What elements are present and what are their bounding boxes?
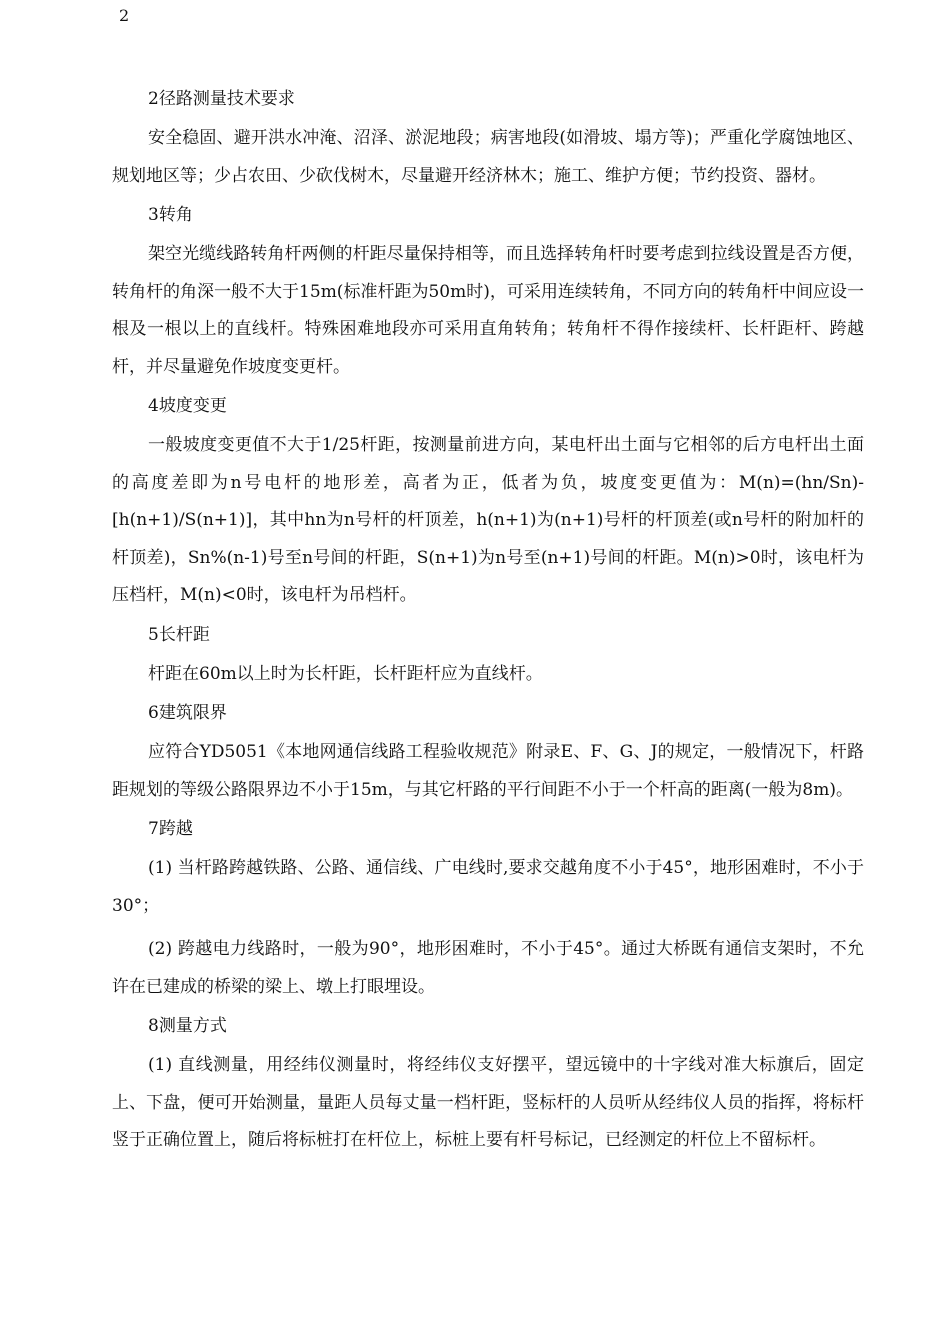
section-heading: 6建筑限界 bbox=[148, 703, 227, 723]
paragraph: 一般坡度变更值不大于1/25杆距，按测量前进方向，某电杆出土面与它相邻的后方电杆出土面的高度差即为n号电杆的地形差，高者为正，低者为负，坡度变更值为：M(n)=(hn/Sn)-[h(n+1)/S(n+1)]，其中hn为n号杆的杆顶差，h(n+1)为(n+1)号杆的杆顶差(或n号杆的附加杆的杆顶差)，Sn%(n-1)号至n号间的杆距，S(n+1)为n号至(n+1)号间的杆距。M(n)>0时，该电杆为压档杆，M(n)<0时，该电杆为吊档杆。 bbox=[112, 435, 864, 605]
section-heading: 4坡度变更 bbox=[148, 396, 227, 416]
section-heading: 3转角 bbox=[148, 205, 193, 225]
section-route-survey bbox=[112, 85, 864, 195]
section-survey-method bbox=[112, 1012, 864, 1160]
section-crossing bbox=[112, 815, 864, 1006]
paragraph: 架空光缆线路转角杆两侧的杆距尽量保持相等，而且选择转角杆时要考虑到拉线设置是否方便，转角杆的角深一般不大于15m(标准杆距为50m时)，可采用连续转角，不同方向的转角杆中间应设一根及一根以上的直线杆。特殊困难地段亦可采用直角转角；转角杆不得作接续杆、长杆距杆、跨越杆，并尽量避免作坡度变更杆。 bbox=[112, 244, 864, 377]
section-heading: 5长杆距 bbox=[148, 624, 210, 645]
section-heading: 7跨越 bbox=[148, 819, 193, 839]
paragraph: 杆距在60m以上时为长杆距，长杆距杆应为直线杆。 bbox=[148, 663, 543, 684]
section-long-span bbox=[112, 621, 864, 694]
section-heading: 2径路测量技术要求 bbox=[148, 89, 295, 109]
paragraph: (2) 跨越电力线路时，一般为90°，地形困难时，不小于45°。通过大桥既有通信支架时，不允许在已建成的桥梁的梁上、墩上打眼埋设。 bbox=[112, 939, 864, 997]
paragraph: 安全稳固、避开洪水冲淹、沼泽、淤泥地段；病害地段(如滑坡、塌方等)；严重化学腐蚀地区、规划地区等；少占农田、少砍伐树木，尽量避开经济林木；施工、维护方便；节约投资、器材。 bbox=[112, 128, 864, 186]
document-body bbox=[112, 85, 864, 1166]
section-heading: 8测量方式 bbox=[148, 1016, 227, 1036]
page-number: 2 bbox=[119, 6, 130, 25]
section-corner bbox=[112, 201, 864, 386]
paragraph: (1) 当杆路跨越铁路、公路、通信线、广电线时,要求交越角度不小于45°，地形困难时，不小于30°； bbox=[112, 858, 864, 916]
paragraph: (1) 直线测量，用经纬仪测量时，将经纬仪支好摆平，望远镜中的十字线对准大标旗后，固定上、下盘，便可开始测量，量距人员每丈量一档杆距，竖标杆的人员听从经纬仪人员的指挥，将标杆竖于正确位置上，随后将标桩打在杆位上，标桩上要有杆号标记，已经测定的杆位上不留标杆。 bbox=[112, 1055, 864, 1150]
section-building-clearance bbox=[112, 699, 864, 809]
paragraph: 应符合YD5051《本地网通信线路工程验收规范》附录E、F、G、J的规定，一般情况下，杆路距规划的等级公路限界边不小于15m，与其它杆路的平行间距不小于一个杆高的距离(一般为8m)。 bbox=[112, 742, 864, 800]
section-slope-change bbox=[112, 392, 864, 615]
